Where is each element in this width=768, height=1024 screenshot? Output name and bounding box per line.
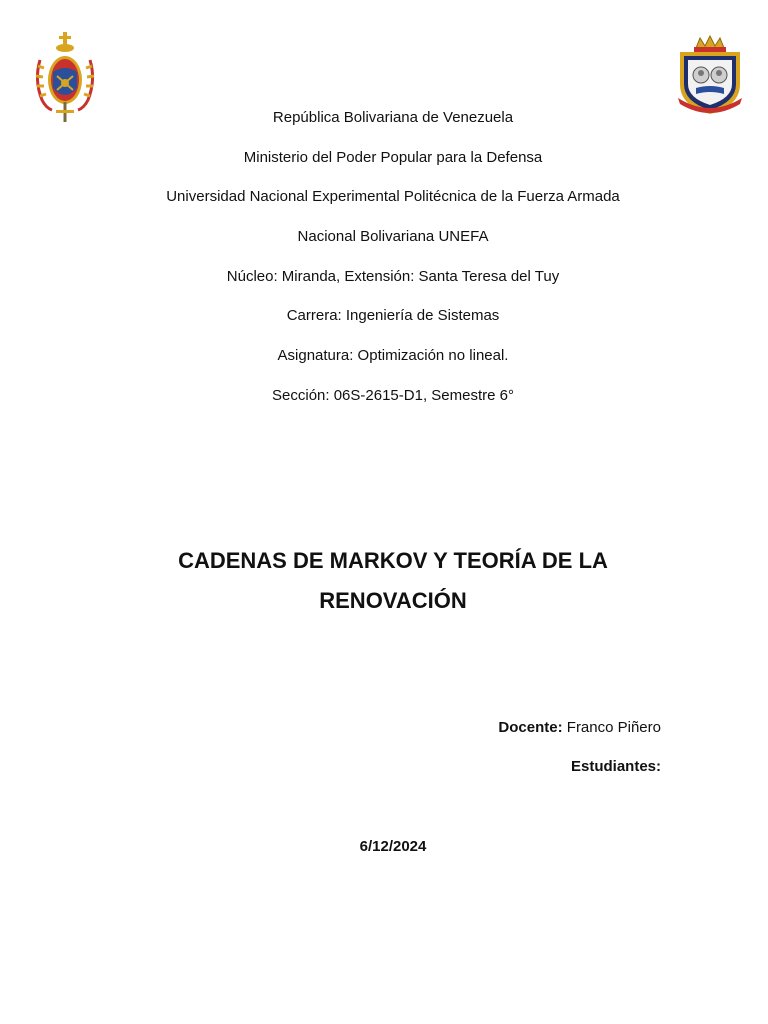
header-line-university: Universidad Nacional Experimental Politécnica de la Fuerza Armada [166, 188, 620, 206]
institution-header [0, 108, 768, 426]
students-label: Estudiantes: [570, 758, 661, 775]
university-crest-icon [674, 34, 746, 116]
document-title-line-2: RENOVACIÓN [319, 588, 467, 613]
header-line-university-cont: Nacional Bolivariana UNEFA [297, 228, 489, 246]
teacher-label: Docente: [498, 719, 563, 736]
header-line-career: Carrera: Ingeniería de Sistemas [286, 307, 500, 325]
header-line-ministry: Ministerio del Poder Popular para la Defensa [243, 148, 543, 166]
document-date: 6/12/2024 [359, 838, 427, 855]
teacher-line [498, 718, 661, 738]
teacher-name: Franco Piñero [562, 719, 661, 736]
header-line-nucleus: Núcleo: Miranda, Extensión: Santa Teresa del Tuy [226, 267, 560, 285]
document-title [120, 541, 666, 621]
document-title-line-1: CADENAS DE MARKOV Y TEORÍA DE LA [178, 548, 608, 573]
header-line-republic: República Bolivariana de Venezuela [272, 109, 514, 126]
header-line-section: Sección: 06S-2615-D1, Semestre 6° [272, 386, 514, 404]
header-line-subject: Asignatura: Optimización no lineal. [277, 347, 509, 365]
